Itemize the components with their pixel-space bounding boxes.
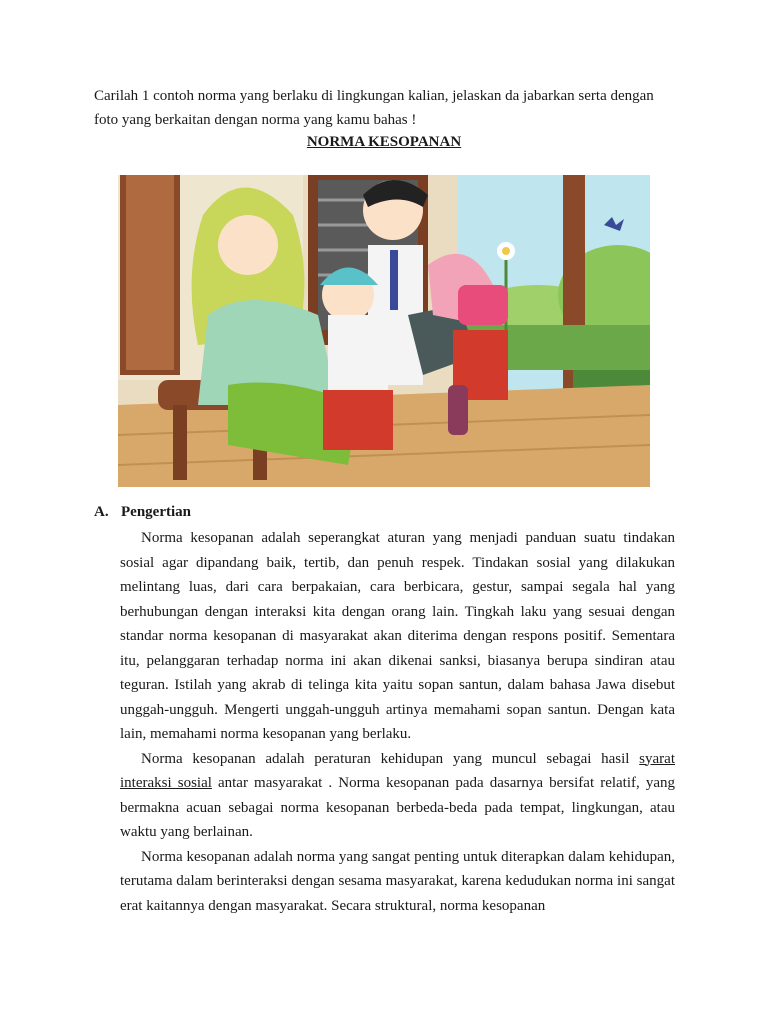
paragraph-1: Norma kesopanan adalah seperangkat aturan yang menjadi panduan suatu tindakan sosial agar dipandang baik, tertib, dan penuh respek. Tindakan sosial yang dilakukan melintang luas, dari cara berpakaian, cara berbicara, gestur, sampai segala hal yang berhubungan dengan interaksi kita dengan orang lain. Tingkah laku yang sesuai dengan standar norma kesopanan di masyarakat akan diterima dengan respons positif. Sementara itu, pelanggaran terhadap norma ini akan dikenai sanksi, biasanya berupa sindiran atau teguran. Istilah yang akrab di telinga kita yaitu sopan santun, dalam bahasa Jawa disebut unggah-ungguh. Mengerti unggah-ungguh artinya memahami sopan santun. Dengan kata lain, memahami norma kesopanan yang berlaku. xyxy=(120,530,675,742)
paragraph-3: Norma kesopanan adalah norma yang sangat penting untuk diterapkan dalam kehidupan, terutama dalam berinteraksi dengan sesama masyarakat, karena kedudukan norma ini sangat erat kaitannya dengan masyarakat. Secara struktural, norma kesopanan xyxy=(120,848,675,914)
paragraph-2-text-start: Norma kesopanan adalah peraturan kehidupan yang muncul sebagai hasil xyxy=(141,750,640,767)
document-title: NORMA KESOPANAN xyxy=(306,134,462,150)
paragraph-2 xyxy=(120,747,675,845)
section-body xyxy=(120,526,675,918)
section-number: A. xyxy=(94,504,109,520)
section-title: Pengertian xyxy=(121,504,191,520)
link-syarat-interaksi-sosial[interactable]: syarat interaksi sosial xyxy=(120,750,675,791)
illustration-norma-kesopanan xyxy=(118,175,650,487)
paragraph-2-text-end: antar masyarakat . Norma kesopanan pada dasarnya bersifat relatif, yang bermakna acuan sebagai norma kesopanan berbeda-beda pada tempat, lingkungan, atau waktu yang berlainan. xyxy=(120,775,675,840)
instruction-line-1: Carilah 1 contoh norma yang berlaku di lingkungan kalian, jelaskan da jabarkan serta dengan xyxy=(94,88,654,104)
assignment-instruction xyxy=(94,84,684,132)
instruction-line-2: foto yang berkaitan dengan norma yang kamu bahas ! xyxy=(94,112,417,128)
section-heading-pengertian xyxy=(94,504,191,521)
